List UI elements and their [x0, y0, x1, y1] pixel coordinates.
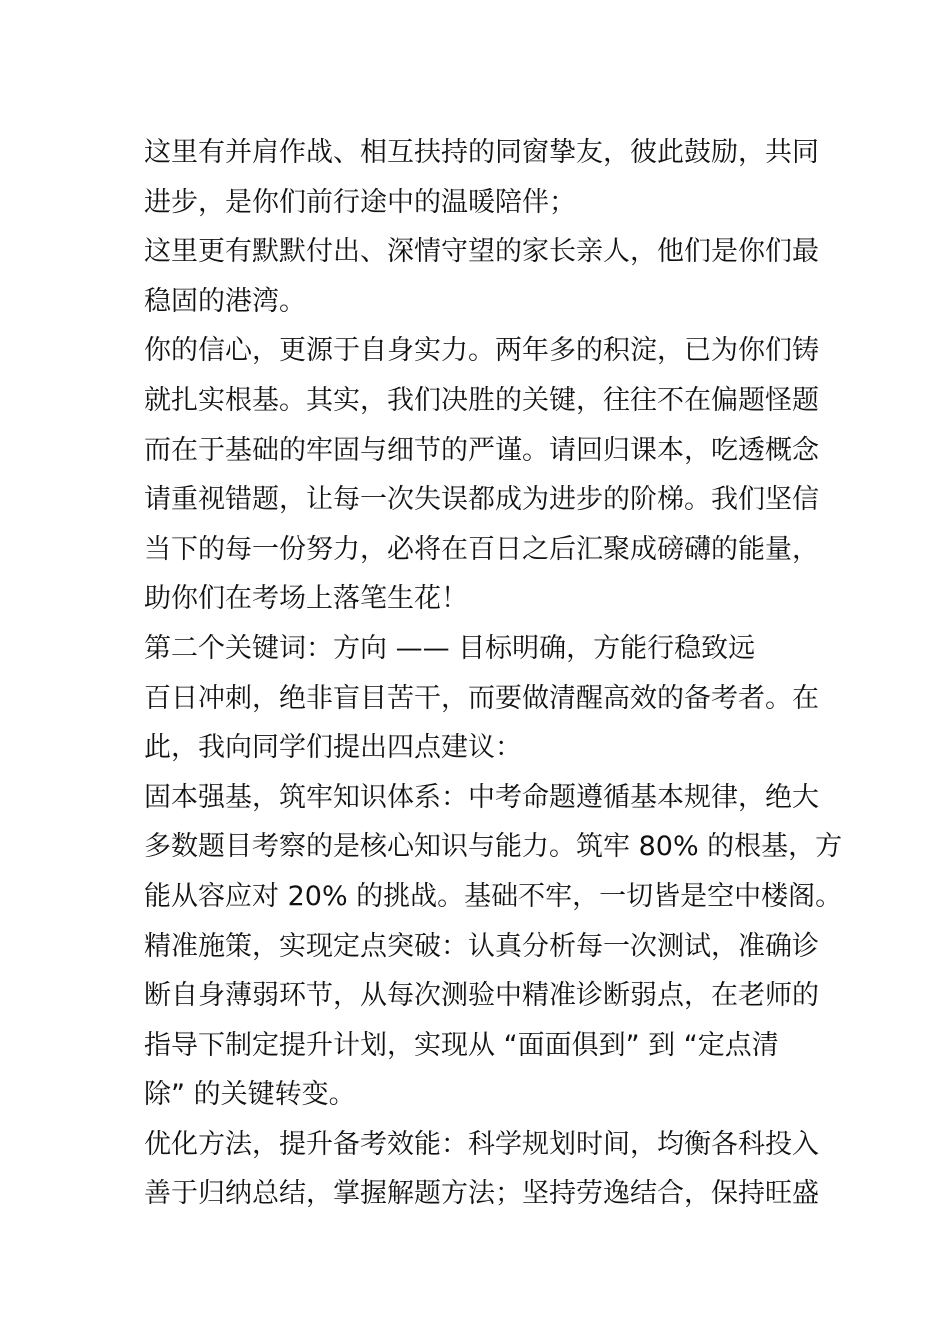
- text-line: 百日冲刺，绝非盲目苦干，而要做清醒高效的备考者。在: [144, 682, 819, 714]
- text-line: 指导下制定提升计划，实现从 “面面俱到” 到 “定点清: [144, 1029, 779, 1061]
- text-line: 固本强基，筑牢知识体系：中考命题遵循基本规律，绝大: [144, 781, 819, 813]
- text-line: 优化方法，提升备考效能：科学规划时间，均衡各科投入: [144, 1128, 819, 1160]
- text-line: 这里更有默默付出、深情守望的家长亲人，他们是你们最: [144, 236, 819, 268]
- text-line: 能从容应对 20% 的挑战。基础不牢，一切皆是空中楼阁。: [144, 880, 843, 912]
- text-line: 你的信心，更源于自身实力。两年多的积淀，已为你们铸: [144, 335, 819, 367]
- text-line: 善于归纳总结，掌握解题方法；坚持劳逸结合，保持旺盛: [144, 1178, 819, 1210]
- text-line: 这里有并肩作战、相互扶持的同窗挚友，彼此鼓励，共同: [144, 137, 819, 168]
- text-line: 此，我向同学们提出四点建议：: [144, 732, 522, 764]
- text-line: 就扎实根基。其实，我们决胜的关键，往往不在偏题怪题: [144, 384, 819, 416]
- text-line: 当下的每一份努力，必将在百日之后汇聚成磅礴的能量，: [144, 533, 819, 565]
- body-text: [144, 128, 843, 1219]
- text-line: 助你们在考场上落笔生花！: [144, 583, 468, 615]
- section-heading: 第二个关键词：方向 —— 目标明确，方能行稳致远: [144, 632, 756, 664]
- text-line: 除” 的关键转变。: [144, 1079, 356, 1111]
- text-line: 请重视错题，让每一次失误都成为进步的阶梯。我们坚信: [144, 484, 819, 516]
- text-line: 断自身薄弱环节，从每次测验中精准诊断弱点，在老师的: [144, 980, 819, 1012]
- text-line: 多数题目考察的是核心知识与能力。筑牢 80% 的根基，方: [144, 831, 843, 863]
- text-line: 稳固的港湾。: [144, 285, 306, 317]
- text-line: 进步，是你们前行途中的温暖陪伴；: [144, 186, 576, 218]
- text-line: 精准施策，实现定点突破：认真分析每一次测试，准确诊: [144, 930, 819, 962]
- text-line: 而在于基础的牢固与细节的严谨。请回归课本，吃透概念: [144, 434, 819, 466]
